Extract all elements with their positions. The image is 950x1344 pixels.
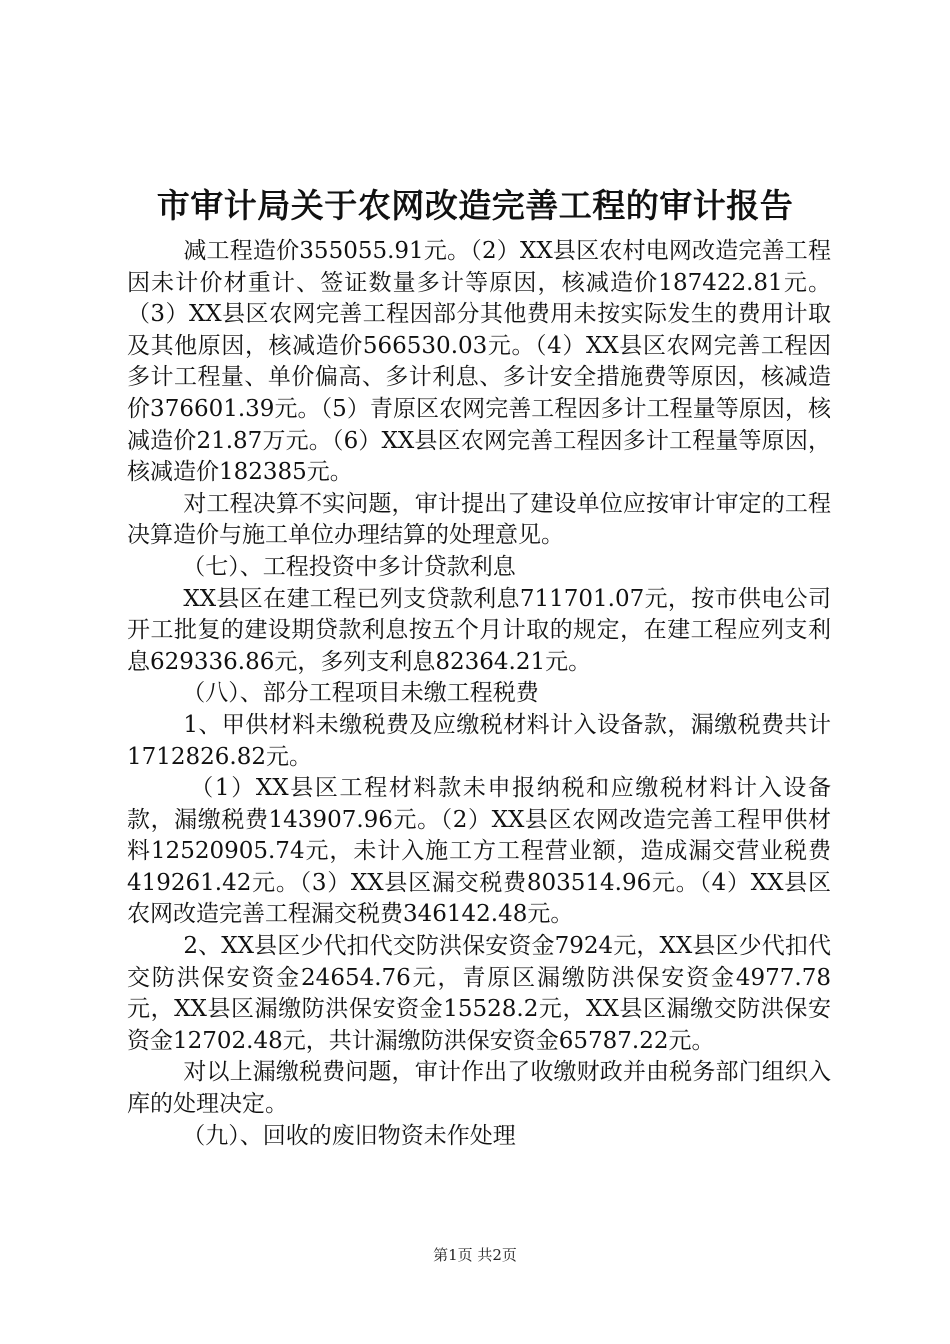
paragraph-settlement-opinion: 对工程决算不实问题，审计提出了建设单位应按审计审定的工程决算造价与施工单位办理结算的处理意见。 (127, 490, 831, 549)
paragraph-tax-details: （1）XX县区工程材料款未申报纳税和应缴税材料计入设备款，漏缴税费143907.96元。（2）XX县区农网改造完善工程甲供材料12520905.74元，未计入施工方工程营业额，造成漏交营业税费419261.42元。（3）XX县区漏交税费803514.96元。（4）XX县区农网改造完善工程漏交税费346142.48元。 (127, 775, 831, 928)
paragraph-audit-reductions: 减工程造价355055.91元。（2）XX县区农村电网改造完善工程因未计价材重计、签证数量多计等原因，核减造价187422.81元。（3）XX县区农网完善工程因部分其他费用未按实际发生的费用计取及其他原因，核减造价566530.03元。（4）XX县区农网完善工程因多计工程量、单价偏高、多计利息、多计安全措施费等原因，核减造价376601.39元。（5）青原区农网完善工程因多计工程量等原因，核减造价21.87万元。（6）XX县区农网完善工程因多计工程量等原因，核减造价182385元。 (127, 238, 831, 486)
paragraph-tax-decision: 对以上漏缴税费问题，审计作出了收缴财政并由税务部门组织入库的处理决定。 (127, 1059, 831, 1118)
page-footer: 第1页 共2页 (433, 1246, 517, 1264)
section-heading-8: （八）、部分工程项目未缴工程税费 (182, 680, 539, 707)
document-title: 市审计局关于农网改造完善工程的审计报告 (156, 186, 794, 225)
paragraph-tax-item-1: 1、甲供材料未缴税费及应缴税材料计入设备款，漏缴税费共计1712826.82元。 (127, 711, 831, 770)
section-heading-9: （九）、回收的废旧物资未作处理 (182, 1122, 516, 1149)
document-body (127, 236, 831, 1152)
paragraph-flood-fund: 2、XX县区少代扣代交防洪保安资金7924元，XX县区少代扣代交防洪保安资金24654.76元，青原区漏缴防洪保安资金4977.78元，XX县区漏缴防洪保安资金15528.2元，XX县区漏缴交防洪保安资金12702.48元，共计漏缴防洪保安资金65787.22元。 (127, 933, 831, 1054)
section-heading-7: （七）、工程投资中多计贷款利息 (182, 553, 516, 580)
paragraph-loan-interest: XX县区在建工程已列支贷款利息711701.07元，按市供电公司开工批复的建设期贷款利息按五个月计取的规定，在建工程应列支利息629336.86元，多列支利息82364.21元。 (127, 585, 831, 675)
